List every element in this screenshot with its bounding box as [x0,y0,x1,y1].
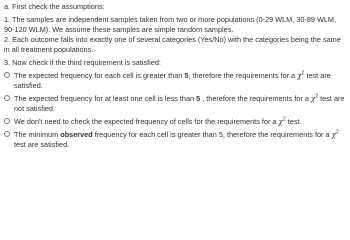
chi-square-symbol: χ [278,117,283,126]
option-minimum-observed[interactable] [4,130,346,150]
assumption-1: 1. The samples are independent samples taken from two or more populations (0-29 WLM, 30-89 WLM, 90-120 WLM). We assume these samples are simple random samples. [4,15,337,34]
chi-square-symbol: χ [331,130,337,139]
radio-button[interactable] [4,131,10,137]
radio-button[interactable] [4,72,10,78]
radio-button[interactable] [4,95,10,101]
option-expected-less-than-5[interactable] [4,94,346,114]
option-no-need-to-check[interactable] [4,117,346,127]
chi-square-symbol: χ [310,94,316,103]
option-label: The expected frequency for at least one cell is less than 5 , therefore the requirements for a $\chi^2$ test are not satisfied. [14,93,345,113]
intro-text: a. First check the assumptions: [4,2,105,11]
requirement-question: 3. Now check if the third requirement is satisfied: [4,58,161,67]
option-expected-greater-than-5[interactable] [4,71,346,91]
assumption-2: 2. Each outcome falls into exactly one of several categories (Yes/No) with the categories being the same in all treatment populations. [4,35,341,54]
option-label: We don't need to check the expected frequency of cells for the requirements for a $\chi^2$ test. [14,116,302,126]
radio-button[interactable] [4,118,10,124]
option-label: The expected frequency for each cell is greater than 5, therefore the requirements for a $\chi^2$ test are satisfied. [14,70,331,90]
chi-square-symbol: χ [297,71,302,80]
option-label: The minimum observed frequency for each cell is greater than 5, therefore the requirements for a $\chi^2$ test are satisfied. [14,129,339,149]
